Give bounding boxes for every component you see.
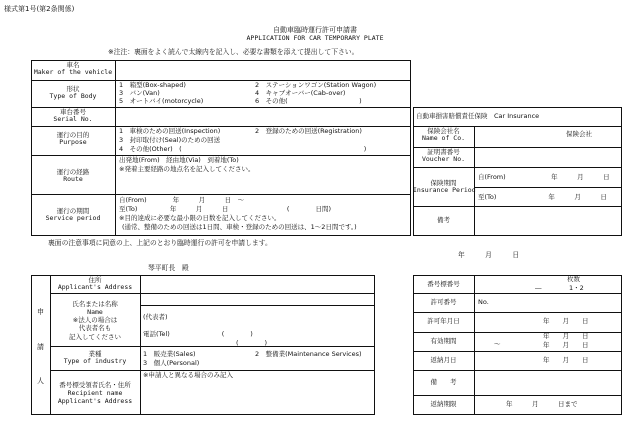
insurer-label: 保険会社名 Name of Co. <box>421 127 466 143</box>
body-option-6[interactable]: 6 その他( ) <box>255 97 362 105</box>
purpose-option-4[interactable]: 4 その他(Other) ( ) <box>119 145 367 153</box>
permit-number-value: No. <box>478 298 489 306</box>
industry-option-3[interactable]: 3 個人(Personal) <box>143 359 200 367</box>
body-option-2[interactable]: 2 ステーションワゴン(Station Wagon) <box>255 81 377 89</box>
body-option-5[interactable]: 5 オートバイ(motorcycle) <box>119 97 204 105</box>
period-note-2: (通常、整備のための回送は1日間、車検・登録のための回送は、1～2日間です。) <box>122 223 357 231</box>
title-jp: 自動車臨時運行許可申請書 <box>273 26 357 34</box>
applicant-side-1: 申 <box>37 308 44 316</box>
permit-date-value: 年 月 日 <box>543 317 589 325</box>
valid-tilde: ～ <box>494 340 501 348</box>
period-note-1: ※目的達成に必要な最小限の日数を記入してください。 <box>119 214 281 222</box>
address-label: 住所 Applicant's Address <box>57 276 133 292</box>
maker-label: 車名 Maker of the vehicle <box>33 61 113 77</box>
permit-number-label: 許可番号 <box>430 298 457 306</box>
return-date-value: 年 月 日 <box>543 356 589 364</box>
industry-option-1[interactable]: 1 販売業(Sales) <box>143 350 196 358</box>
name-label: 氏名または名称 Name ※法人の場合は 代表者名も 記入してください <box>69 300 121 341</box>
representative-label: (代表者) <box>143 313 168 321</box>
period-from[interactable]: 自(From) 年 月 日 ～ <box>119 196 245 204</box>
route-note: ※発着主要経路の地点名を記入してください。 <box>119 165 255 173</box>
plate-number-label: 番号標番号 <box>427 280 460 288</box>
purpose-option-3[interactable]: 3 封印取付け(Seal)のための回送 <box>119 136 221 144</box>
tel-field[interactable]: 電話(Tel) ( ) <box>143 330 253 338</box>
tel-field-2[interactable]: ( ) <box>236 339 268 347</box>
maker-field[interactable] <box>117 62 409 79</box>
insurance-period-to[interactable]: 至(To) 年 月 日 <box>478 193 607 201</box>
recipient-note: ※申請人と異なる場合のみ記入 <box>143 371 233 379</box>
notice-text: ※注注：裏面をよく読んで太線内を記入し、必要な書類を添えて提出して下さい。 <box>108 48 359 56</box>
voucher-label: 証明書番号 Voucher No. <box>421 148 466 164</box>
insurance-remarks-label: 備考 <box>437 216 450 224</box>
purpose-label: 運行の目的 Purpose <box>56 131 90 147</box>
period-to[interactable]: 至(To) 年 月 日 ( 日間) <box>119 205 331 213</box>
insurer-suffix: 保険会社 <box>566 130 592 138</box>
return-date-label: 返納月日 <box>430 356 457 364</box>
consent-date[interactable]: 年 月 日 <box>458 251 520 259</box>
applicant-side-3: 人 <box>37 377 44 385</box>
plate-dash: ― <box>535 284 542 292</box>
recipient-label: 番号標受領者氏名・住所 Recipient name Applicant's Address <box>57 381 133 406</box>
consent-text: 裏面の注意事項に同意の上、上記のとおり臨時運行の許可を申請します。 <box>48 239 272 247</box>
industry-label: 業種 Type of industry <box>63 350 127 366</box>
return-deadline-label: 返納期限 <box>430 400 457 408</box>
valid-from: 年 月 日 <box>543 332 589 340</box>
body-option-4[interactable]: 4 キャブオーバー(Cab-over) <box>255 89 346 97</box>
permit-date-label: 許可年月日 <box>427 317 460 325</box>
route-label: 運行の経路 Route <box>56 168 90 184</box>
body-option-1[interactable]: 1 箱型(Box-shaped) <box>119 81 186 89</box>
title-en: APPLICATION FOR CAR TEMPORARY PLATE <box>246 34 384 42</box>
insurance-period-from[interactable]: 自(From) 年 月 日 <box>478 173 610 181</box>
route-points: 出発地(From) 経由地(Via) 到着地(To) <box>119 156 239 164</box>
insurance-title: 自動車損害賠償責任保険 Car Insurance <box>416 112 540 120</box>
purpose-option-1[interactable]: 1 車検のための回送(Inspection) <box>119 127 221 135</box>
period-label: 運行の期間 Service period <box>45 207 101 223</box>
industry-option-2[interactable]: 2 整備業(Maintenance Services) <box>255 350 362 358</box>
plate-count-value: 1・2 <box>569 284 584 292</box>
applicant-side-2: 請 <box>37 343 44 351</box>
addressee: 琴平町長 殿 <box>148 264 189 272</box>
serial-field[interactable] <box>117 109 409 125</box>
plate-count-label: 枚数 <box>567 275 580 283</box>
address-field[interactable] <box>142 277 372 292</box>
valid-period-label: 有効期間 <box>430 337 457 345</box>
valid-to: 年 月 日 <box>543 341 589 349</box>
body-option-3[interactable]: 3 バン(Van) <box>119 89 160 97</box>
body-type-label: 形状 Type of Body <box>49 85 97 101</box>
form-number: 様式第1号(第2条関係) <box>4 5 75 13</box>
purpose-option-2[interactable]: 2 登録のための回送(Registration) <box>255 127 362 135</box>
serial-label: 車台番号 Serial No. <box>53 108 93 124</box>
return-deadline-value: 年 月 日まで <box>506 400 578 408</box>
office-remarks-label: 備 考 <box>430 378 457 386</box>
insurance-period-label: 保険期間 Insurance Period <box>413 179 476 195</box>
